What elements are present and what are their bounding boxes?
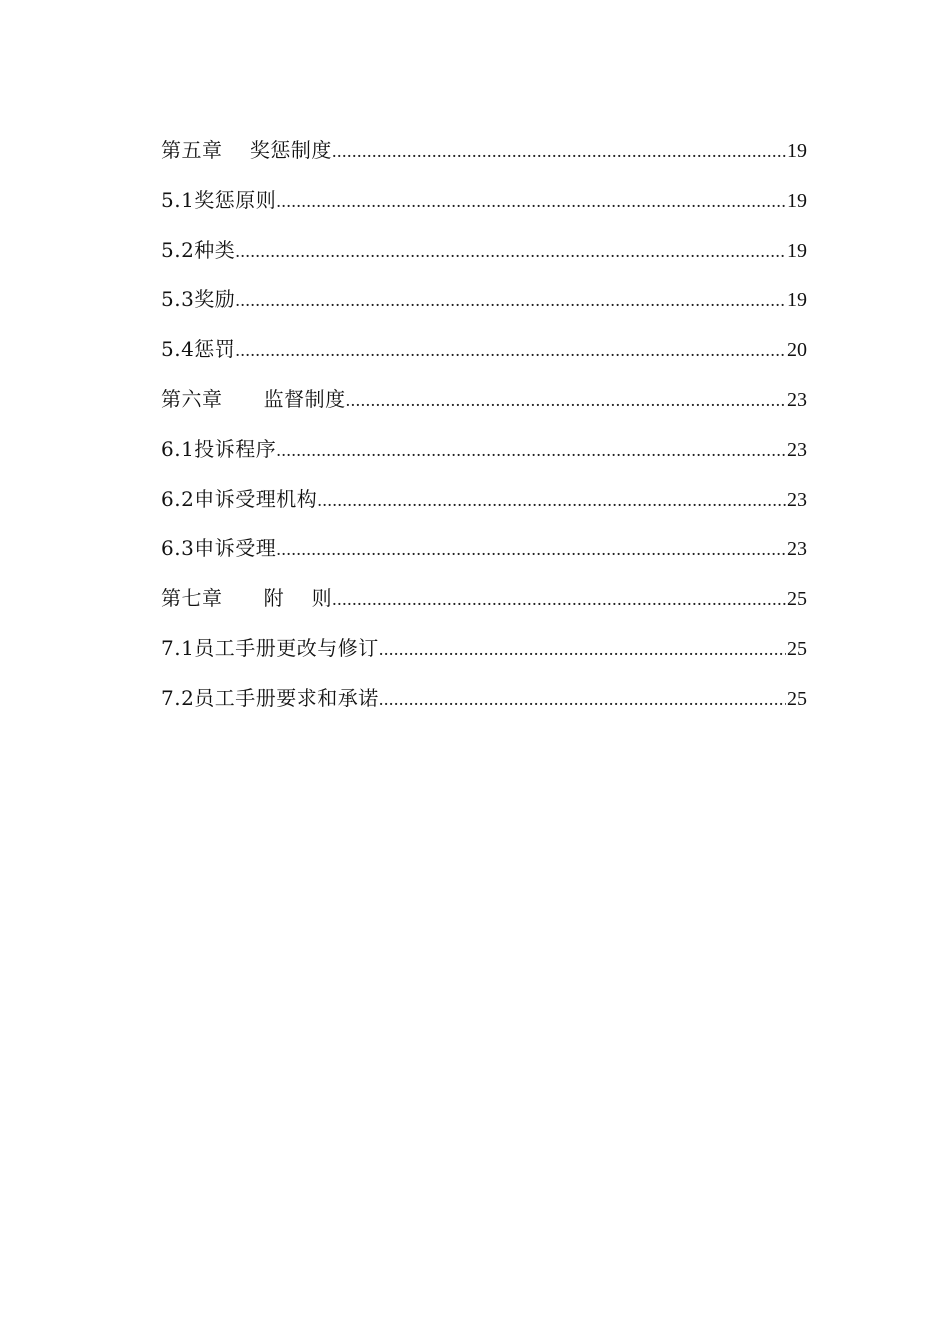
- toc-dot-leader: [332, 575, 786, 625]
- toc-dot-leader: [379, 675, 786, 725]
- toc-page-number: 19: [787, 189, 807, 212]
- toc-page-number: 23: [787, 538, 807, 561]
- toc-page-number: 23: [787, 488, 807, 511]
- toc-dot-leader: [276, 426, 786, 476]
- table-of-contents: [161, 126, 807, 724]
- toc-entry-5-3[interactable]: [161, 275, 807, 325]
- toc-entry-5-2[interactable]: [161, 226, 807, 276]
- toc-entry-title: 第七章 附 则: [161, 586, 333, 611]
- toc-entry-6-2[interactable]: [161, 475, 807, 525]
- toc-page-number: 19: [787, 289, 807, 312]
- toc-dot-leader: [276, 177, 786, 227]
- toc-entry-title: 5.4惩罚: [161, 337, 236, 362]
- toc-entry-title: 6.3申诉受理: [161, 536, 277, 561]
- toc-dot-leader: [379, 625, 786, 675]
- toc-entry-title: 5.1奖惩原则: [161, 187, 277, 212]
- toc-dot-leader: [346, 376, 786, 426]
- toc-page-number: 25: [787, 637, 807, 660]
- toc-dot-leader: [332, 127, 786, 177]
- toc-entry-title: 5.2种类: [161, 237, 236, 262]
- toc-entry-7-1[interactable]: [161, 624, 807, 674]
- toc-page-number: 19: [787, 140, 807, 162]
- toc-entry-chapter-7[interactable]: [161, 574, 807, 624]
- toc-entry-title: 第五章 奖惩制度: [161, 138, 332, 162]
- toc-entry-title: 5.3奖励: [161, 287, 236, 312]
- toc-entry-title: 7.1员工手册更改与修订: [161, 635, 379, 660]
- toc-entry-5-4[interactable]: [161, 325, 807, 375]
- toc-page-number: 19: [787, 239, 807, 262]
- toc-entry-title: 6.2申诉受理机构: [161, 486, 318, 511]
- toc-page-number: 20: [787, 339, 807, 362]
- toc-entry-6-1[interactable]: [161, 425, 807, 475]
- toc-page-number: 23: [787, 388, 807, 411]
- toc-dot-leader: [235, 326, 786, 376]
- toc-entry-title: 7.2员工手册要求和承诺: [161, 685, 379, 710]
- toc-entry-7-2[interactable]: [161, 674, 807, 724]
- toc-entry-title: 6.1投诉程序: [161, 436, 277, 461]
- toc-dot-leader: [317, 476, 786, 526]
- toc-entry-chapter-5[interactable]: [161, 126, 807, 176]
- toc-entry-5-1[interactable]: [161, 176, 807, 226]
- toc-page-number: 25: [787, 588, 807, 611]
- toc-entry-chapter-6[interactable]: [161, 375, 807, 425]
- toc-dot-leader: [276, 525, 786, 575]
- toc-page-number: 25: [787, 687, 807, 710]
- toc-dot-leader: [235, 276, 786, 326]
- toc-page-number: 23: [787, 438, 807, 461]
- toc-dot-leader: [235, 227, 786, 277]
- toc-entry-title: 第六章 监督制度: [161, 386, 346, 411]
- toc-entry-6-3[interactable]: [161, 524, 807, 574]
